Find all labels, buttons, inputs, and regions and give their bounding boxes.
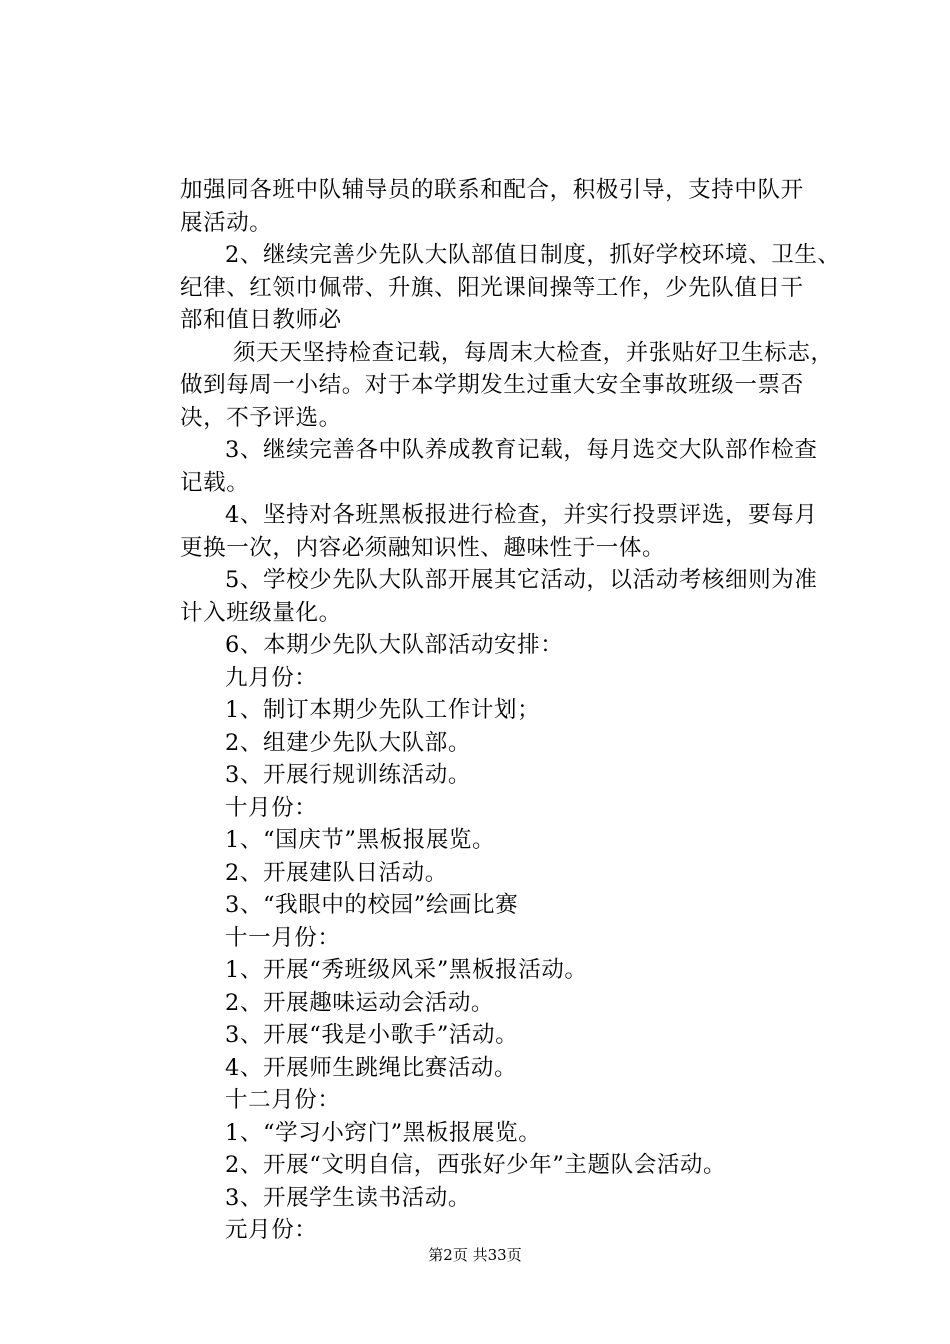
text-line: 元月份： (225, 1217, 318, 1243)
text-line: 2、继续完善少先队大队部值日制度，抓好学校环境、卫生、 (225, 242, 841, 268)
text-line: 展活动。 (180, 209, 273, 236)
text-line: 决，不予评选。 (180, 404, 342, 431)
text-line: 记载。 (180, 469, 250, 496)
text-line: 十月份： (225, 794, 318, 821)
text-line: 2、开展建队日活动。 (225, 859, 448, 886)
document-body (180, 174, 840, 1247)
text-line: 纪律、红领巾佩带、升旗、阳光课间操等工作，少先队值日干 (180, 274, 804, 301)
text-line: 须天天坚持检查记载，每周末大检查，并张贴好卫生标志， (233, 339, 834, 366)
text-line: 1、“国庆节”黑板报展览。 (225, 827, 496, 853)
text-line: 3、开展“我是小歌手”活动。 (225, 1022, 519, 1048)
text-line: 九月份： (225, 664, 318, 691)
text-line: 计入班级量化。 (180, 599, 342, 626)
text-line: 1、制订本期少先队工作计划； (225, 697, 541, 723)
text-line: 十一月份： (225, 924, 341, 951)
text-line: 4、开展师生跳绳比赛活动。 (225, 1054, 518, 1081)
text-line: 做到每周一小结。对于本学期发生过重大安全事故班级一票否 (180, 372, 804, 398)
text-line: 3、继续完善各中队养成教育记载，每月选交大队部作检查 (225, 437, 818, 463)
text-line: 2、开展趣味运动会活动。 (225, 989, 495, 1016)
text-line: 部和值日教师必 (180, 307, 342, 333)
text-line: 4、坚持对各班黑板报进行检查，并实行投票评选，要每月 (225, 502, 818, 528)
page-footer: 第2页 共33页 (428, 1246, 522, 1264)
text-line: 3、开展学生读书活动。 (225, 1184, 471, 1211)
text-line: 加强同各班中队辅导员的联系和配合，积极引导，支持中队开 (180, 177, 804, 203)
text-line: 3、开展行规训练活动。 (225, 762, 471, 788)
text-line: 更换一次，内容必须融知识性、趣味性于一体。 (180, 534, 666, 561)
text-line: 2、组建少先队大队部。 (225, 729, 471, 756)
text-line: 十二月份： (225, 1087, 341, 1113)
text-line: 1、“学习小窍门”黑板报展览。 (225, 1119, 542, 1146)
text-line: 1、开展“秀班级风采”黑板报活动。 (225, 957, 588, 983)
text-line: 3、“我眼中的校园”绘画比赛 (225, 892, 519, 918)
text-line: 6、本期少先队大队部活动安排： (225, 632, 564, 658)
text-line: 5、学校少先队大队部开展其它活动，以活动考核细则为准 (225, 567, 818, 593)
text-line: 2、开展“文明自信，西张好少年”主题队会活动。 (225, 1152, 727, 1178)
